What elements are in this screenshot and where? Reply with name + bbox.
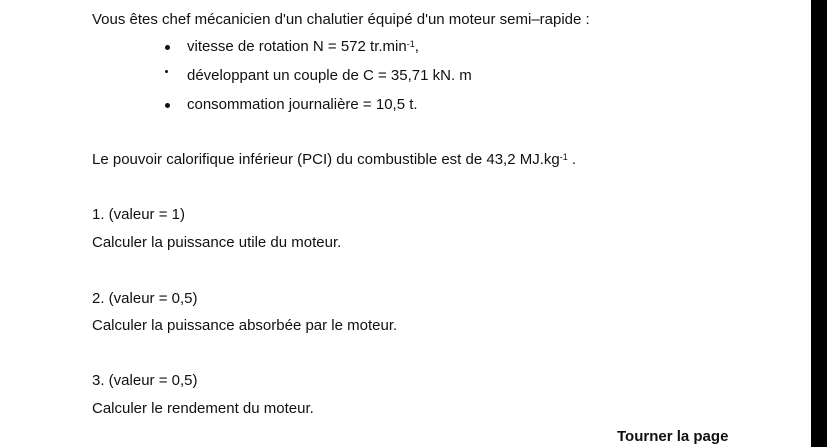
pci-text: Le pouvoir calorifique inférieur (PCI) du combustible est de 43,2 $MJ.kg^{-1}$ . [92,151,577,168]
bullet-item-consommation: consommation journalière = 10,5 t. [187,96,418,113]
bullet-marker [165,45,170,50]
bullet-marker [165,103,170,108]
question-3-text: Calculer le rendement du moteur. [92,400,314,417]
question-2-text: Calculer la puissance absorbée par le moteur. [92,317,398,334]
question-3-header: 3. (valeur = 0,5) [92,372,198,389]
question-2-header: 2. (valeur = 0,5) [92,290,198,307]
question-1-header: 1. (valeur = 1) [92,206,185,223]
bullet-item-couple: développant un couple de C = 35,71 kN. m [187,67,472,84]
question-1-text: Calculer la puissance utile du moteur. [92,234,342,251]
bullet-marker [165,70,168,73]
bullet-item-rotation: vitesse de rotation N = 572 $tr.\min^{-1}$, [187,38,419,55]
turn-page-note: Tourner la page [617,428,729,445]
intro-text: Vous êtes chef mécanicien d'un chalutier équipé d'un moteur semi–rapide : [92,11,590,28]
